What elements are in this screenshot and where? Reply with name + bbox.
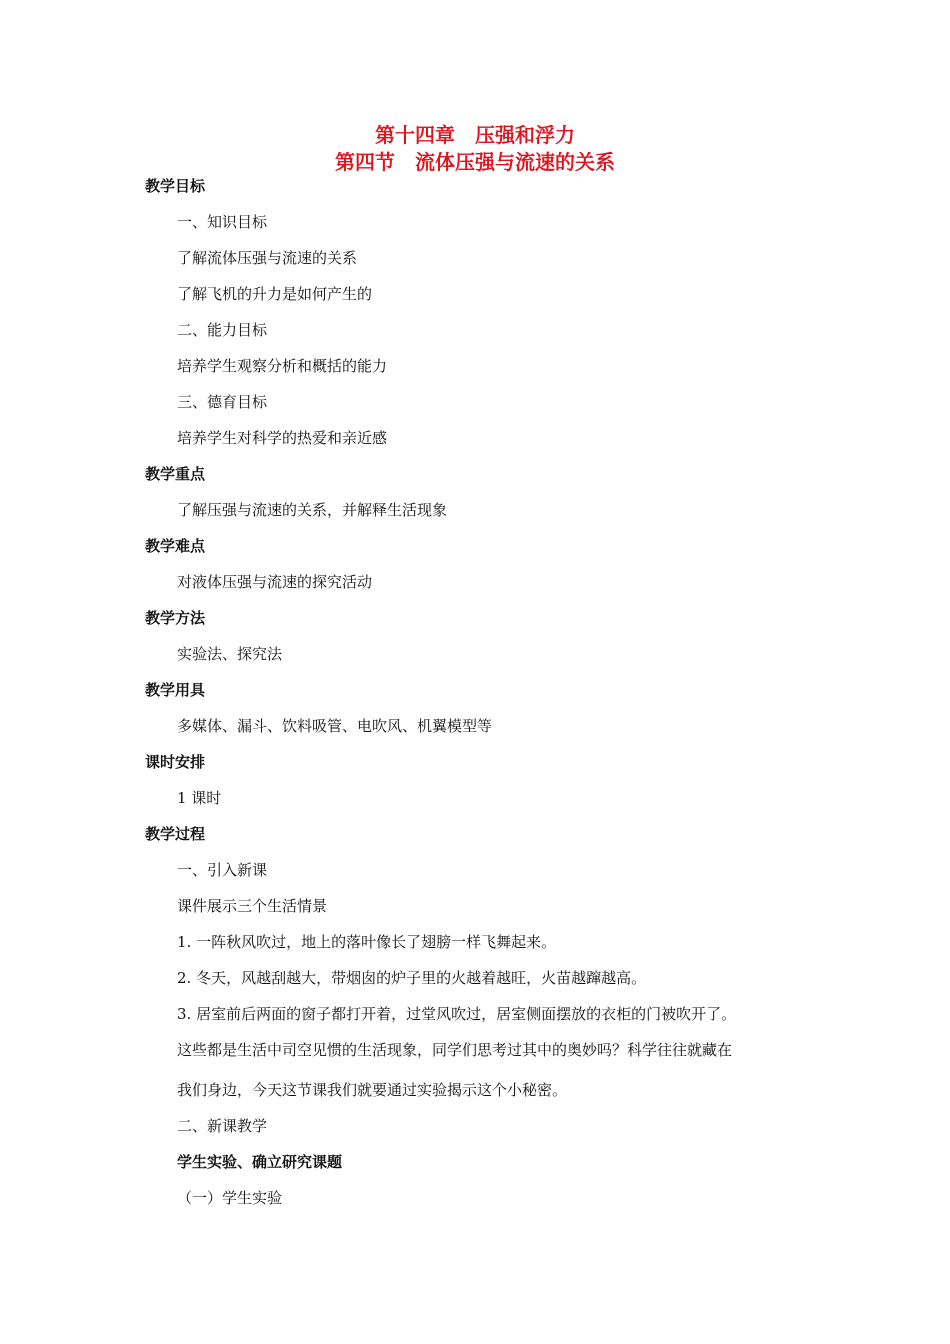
intro-text: 课件展示三个生活情景 — [177, 897, 328, 915]
methods-heading: 教学方法 — [145, 609, 206, 627]
moral-label: 三、德育目标 — [177, 393, 268, 411]
paragraph-line-2: 我们身边，今天这节课我们就要通过实验揭示这个小秘密。 — [177, 1081, 568, 1099]
knowledge-label: 一、知识目标 — [177, 213, 268, 231]
methods-text: 实验法、探究法 — [177, 645, 283, 663]
key-points-text: 了解压强与流速的关系，并解释生活现象 — [177, 501, 448, 519]
scene-item-1: 1. 一阵秋风吹过，地上的落叶像长了翅膀一样飞舞起来。 — [177, 933, 557, 951]
experiment-subheading: （一）学生实验 — [177, 1189, 283, 1207]
experiment-heading: 学生实验、确立研究课题 — [177, 1153, 343, 1171]
process-heading: 教学过程 — [145, 825, 206, 843]
ability-item-1: 培养学生观察分析和概括的能力 — [177, 357, 388, 375]
objectives-heading: 教学目标 — [145, 177, 206, 195]
paragraph-line-1: 这些都是生活中司空见惯的生活现象，同学们思考过其中的奥妙吗？科学往往就藏在 — [177, 1041, 733, 1059]
new-lesson-label: 二、新课教学 — [177, 1117, 268, 1135]
knowledge-item-2: 了解飞机的升力是如何产生的 — [177, 285, 373, 303]
tools-text: 多媒体、漏斗、饮料吸管、电吹风、机翼模型等 — [177, 717, 493, 735]
difficulties-text: 对液体压强与流速的探究活动 — [177, 573, 373, 591]
schedule-text: 1 课时 — [177, 789, 222, 807]
scene-item-3: 3. 居室前后两面的窗子都打开着，过堂风吹过，居室侧面摆放的衣柜的门被吹开了。 — [177, 1005, 737, 1023]
intro-label: 一、引入新课 — [177, 861, 268, 879]
tools-heading: 教学用具 — [145, 681, 206, 699]
chapter-title: 第十四章 压强和浮力 — [375, 123, 575, 147]
ability-label: 二、能力目标 — [177, 321, 268, 339]
key-points-heading: 教学重点 — [145, 465, 206, 483]
moral-item-1: 培养学生对科学的热爱和亲近感 — [177, 429, 388, 447]
scene-item-2: 2. 冬天，风越刮越大，带烟囱的炉子里的火越着越旺，火苗越蹿越高。 — [177, 969, 647, 987]
difficulties-heading: 教学难点 — [145, 537, 206, 555]
schedule-heading: 课时安排 — [145, 753, 206, 771]
section-title: 第四节 流体压强与流速的关系 — [335, 150, 615, 174]
knowledge-item-1: 了解流体压强与流速的关系 — [177, 249, 358, 267]
